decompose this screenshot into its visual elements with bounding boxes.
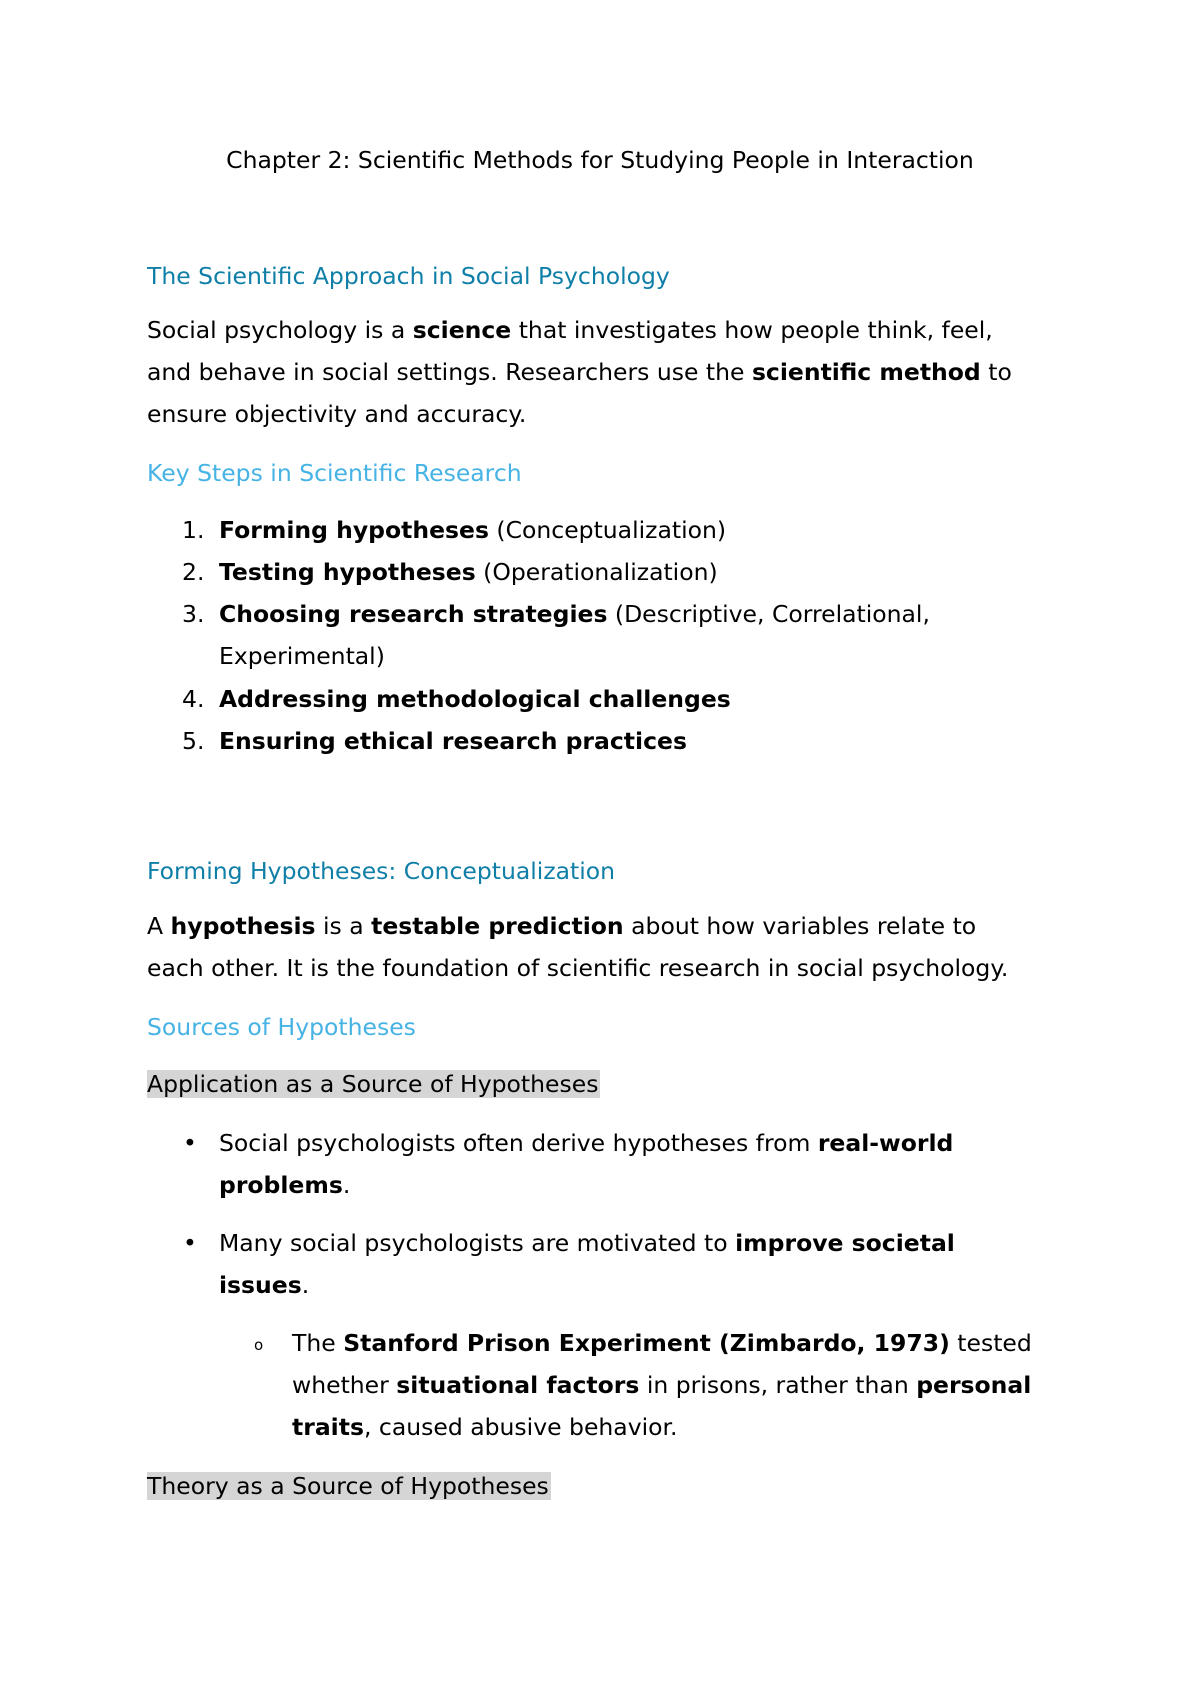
subheading-theory: Theory as a Source of Hypotheses — [147, 1472, 549, 1500]
subheading-application: Application as a Source of Hypotheses — [147, 1070, 599, 1098]
intro-paragraph-line-2: and behave in social settings. Researchers use the scientific method to — [147, 358, 1012, 386]
hypothesis-paragraph-line-1: A hypothesis is a testable prediction about how variables relate to — [147, 912, 977, 940]
bullet-icon: • — [183, 1229, 197, 1257]
intro-paragraph-line-1: Social psychology is a science that investigates how people think, feel, — [147, 316, 993, 344]
heading-forming-hypotheses: Forming Hypotheses: Conceptualization — [147, 857, 616, 885]
intro-paragraph-line-3: ensure objectivity and accuracy. — [147, 400, 527, 428]
bullet-icon: • — [183, 1129, 197, 1157]
heading-scientific-approach: The Scientific Approach in Social Psychology — [147, 262, 670, 290]
document-page: Chapter 2: Scientific Methods for Studying People in Interaction The Scientific Approach in Social Psychology Social psychology is a science that investigates how people think, feel, and behave in social settings. Researchers use the scientific method to ensure objectivity and accuracy. Key Steps in Scientific Research 1. Forming hypotheses (Conceptualization) 2. Testing hypotheses (Operationalization) 3. Choosing research strategies (Descriptive, Correlational, Experimental) 4. Addressing methodological challenges 5. Ensuring ethical research practices Forming Hypotheses: Conceptualization A hypothesis is a testable prediction about how variables relate to each other. It is the foundation of scientific research in social psychology. Sources of Hypotheses Application as a Source of Hypotheses • Social psychologists often derive hypotheses from real-world problems. • Many social psychologists are motivated to improve societal issues. o The Stanford Prison Experiment (Zimbardo, 1973) tested whether situational factors in prisons, rather than personal traits, caused abusive behavior. Theory as a Source of Hypotheses — [0, 0, 1200, 1696]
hypothesis-paragraph-line-2: each other. It is the foundation of scientific research in social psychology. — [147, 954, 1009, 982]
document-title: Chapter 2: Scientific Methods for Studying People in Interaction — [226, 146, 974, 174]
hollow-bullet-icon: o — [254, 1336, 264, 1354]
heading-sources-of-hypotheses: Sources of Hypotheses — [147, 1013, 416, 1041]
heading-key-steps: Key Steps in Scientific Research — [147, 459, 522, 487]
